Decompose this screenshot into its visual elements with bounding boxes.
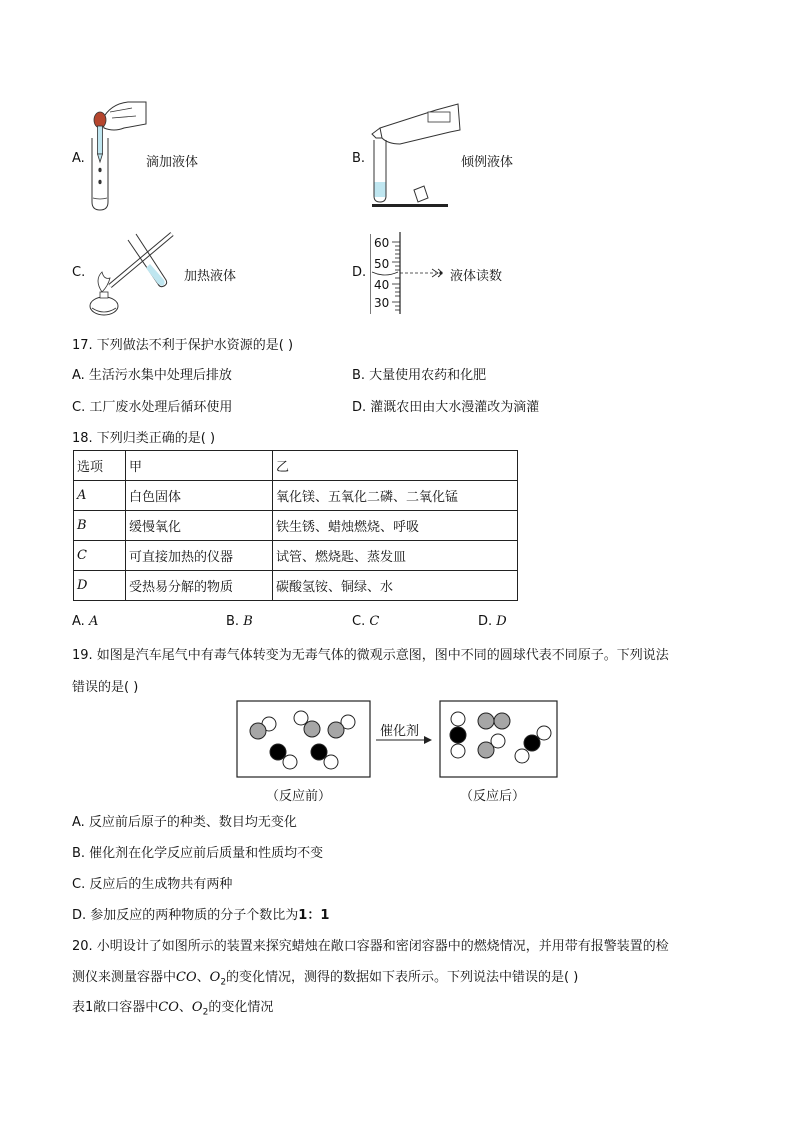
white-atom bbox=[515, 749, 529, 763]
scale-label-50: 50 bbox=[374, 257, 390, 271]
black-atom bbox=[270, 744, 286, 760]
answer-prefix: D. bbox=[478, 614, 493, 629]
row-jia: 缓慢氧化 bbox=[126, 511, 273, 541]
q20-o2-sub: 2 bbox=[220, 977, 227, 988]
row-yi: 碳酸氢铵、铜绿、水 bbox=[273, 571, 518, 601]
q19-stem-line2: 错误的是( ) bbox=[72, 680, 139, 695]
white-atom bbox=[294, 711, 308, 725]
answer-value: C bbox=[369, 614, 380, 629]
header-yi: 乙 bbox=[273, 451, 518, 481]
white-atom bbox=[283, 755, 297, 769]
row-option: A bbox=[74, 481, 126, 511]
table1-o2-sub: 2 bbox=[202, 1007, 209, 1018]
table1-caption-a: 表1敞口容器中 bbox=[72, 1000, 159, 1015]
q16-option-c-label: 加热液体 bbox=[184, 269, 237, 284]
before-label: （反应前） bbox=[266, 789, 332, 804]
row-yi: 铁生锈、蜡烛燃烧、呼吸 bbox=[273, 511, 518, 541]
row-option: C bbox=[74, 541, 126, 571]
gray-atom bbox=[304, 721, 320, 737]
q20-stem-line2-a: 测仪来测量容器中 bbox=[72, 970, 177, 985]
row-jia: 可直接加热的仪器 bbox=[126, 541, 273, 571]
table-row bbox=[74, 571, 518, 601]
q17-option-c: C. 工厂废水处理后循环使用 bbox=[72, 400, 233, 415]
q16-option-d-label: 液体读数 bbox=[450, 269, 503, 284]
header-option: 选项 bbox=[74, 451, 126, 481]
table1-co: CO bbox=[158, 1000, 179, 1015]
table1-caption bbox=[72, 996, 273, 1018]
q16-option-a-label: 滴加液体 bbox=[146, 155, 199, 170]
scale-label-60: 60 bbox=[374, 236, 390, 250]
q20-stem-line1: 20. 小明设计了如图所示的装置来探究蜡烛在敞口容器和密闭容器中的燃烧情况，并用带有报警装置的检 bbox=[72, 939, 669, 954]
white-atom bbox=[324, 755, 338, 769]
answer-value: D bbox=[496, 614, 507, 629]
q20-co: CO bbox=[176, 970, 197, 985]
after-label: （反应后） bbox=[460, 789, 526, 804]
q18-stem: 18. 下列归类正确的是( ) bbox=[72, 431, 216, 446]
row-option: D bbox=[74, 571, 126, 601]
q17-option-d: D. 灌溉农田由大水漫灌改为滴灌 bbox=[352, 400, 540, 415]
answer-prefix: A. bbox=[72, 614, 85, 629]
table-row bbox=[74, 541, 518, 571]
black-atom bbox=[311, 744, 327, 760]
q16-option-b-letter: B. bbox=[352, 151, 366, 166]
q19-option-d bbox=[72, 904, 329, 923]
q20-stem-line2 bbox=[72, 966, 578, 988]
scale-label-30: 30 bbox=[374, 296, 390, 310]
q20-sep: 、 bbox=[196, 970, 210, 985]
table-header-row bbox=[74, 451, 518, 481]
q16-option-b-label: 倾例液体 bbox=[461, 155, 514, 170]
black-atom bbox=[524, 735, 540, 751]
table1-caption-b: 的变化情况 bbox=[208, 1000, 274, 1015]
gray-atom bbox=[494, 713, 510, 729]
black-atom bbox=[450, 727, 466, 743]
answer-value: A bbox=[88, 614, 99, 629]
row-yi: 氧化镁、五氧化二磷、二氧化锰 bbox=[273, 481, 518, 511]
answer-prefix: C. bbox=[352, 614, 366, 629]
q19-option-c: C. 反应后的生成物共有两种 bbox=[72, 877, 233, 892]
header-jia: 甲 bbox=[126, 451, 273, 481]
dropper-illustration bbox=[80, 98, 150, 214]
q19-option-d-text: D. 参加反应的两种物质的分子个数比为 bbox=[72, 908, 299, 923]
molecule-diagram bbox=[236, 700, 560, 780]
q19-option-b: B. 催化剂在化学反应前后质量和性质均不变 bbox=[72, 846, 324, 861]
row-jia: 白色固体 bbox=[126, 481, 273, 511]
row-yi: 试管、燃烧匙、蒸发皿 bbox=[273, 541, 518, 571]
q17-option-b: B. 大量使用农药和化肥 bbox=[352, 368, 487, 383]
q17-option-a: A. 生活污水集中处理后排放 bbox=[72, 368, 232, 383]
gray-atom bbox=[478, 742, 494, 758]
scale-label-40: 40 bbox=[374, 278, 390, 292]
q18-answer-d bbox=[478, 614, 507, 629]
q16-option-c-letter: C. bbox=[72, 265, 86, 280]
q18-answer-a bbox=[72, 614, 98, 629]
q16-option-d-letter: D. bbox=[352, 265, 367, 280]
catalyst-label: 催化剂 bbox=[380, 724, 420, 739]
q20-stem-line2-b: 的变化情况，测得的数据如下表所示。下列说法中错误的是( ) bbox=[226, 970, 579, 985]
q18-answer-b bbox=[226, 614, 253, 629]
classification-table bbox=[73, 450, 518, 601]
q17-stem: 17. 下列做法不利于保护水资源的是( ) bbox=[72, 338, 294, 353]
gray-atom bbox=[328, 722, 344, 738]
gray-atom bbox=[250, 723, 266, 739]
white-atom bbox=[537, 726, 551, 740]
q20-o2: O bbox=[209, 970, 221, 985]
table-row bbox=[74, 511, 518, 541]
pouring-illustration bbox=[366, 100, 462, 212]
q19-stem-line1: 19. 如图是汽车尾气中有毒气体转变为无毒气体的微观示意图，图中不同的圆球代表不同原子。下列说法 bbox=[72, 648, 669, 663]
white-atom bbox=[451, 744, 465, 758]
gray-atom bbox=[478, 713, 494, 729]
table1-o2: O bbox=[191, 1000, 203, 1015]
row-jia: 受热易分解的物质 bbox=[126, 571, 273, 601]
q19-option-d-ratio: 1：1 bbox=[298, 908, 330, 923]
heating-illustration bbox=[88, 228, 184, 320]
q18-answer-c bbox=[352, 614, 379, 629]
white-atom bbox=[451, 712, 465, 726]
q19-option-a: A. 反应前后原子的种类、数目均无变化 bbox=[72, 815, 297, 830]
q16-option-a-letter: A. bbox=[72, 151, 85, 166]
row-option: B bbox=[74, 511, 126, 541]
table-row bbox=[74, 481, 518, 511]
answer-prefix: B. bbox=[226, 614, 240, 629]
answer-value: B bbox=[243, 614, 253, 629]
table1-sep: 、 bbox=[178, 1000, 192, 1015]
